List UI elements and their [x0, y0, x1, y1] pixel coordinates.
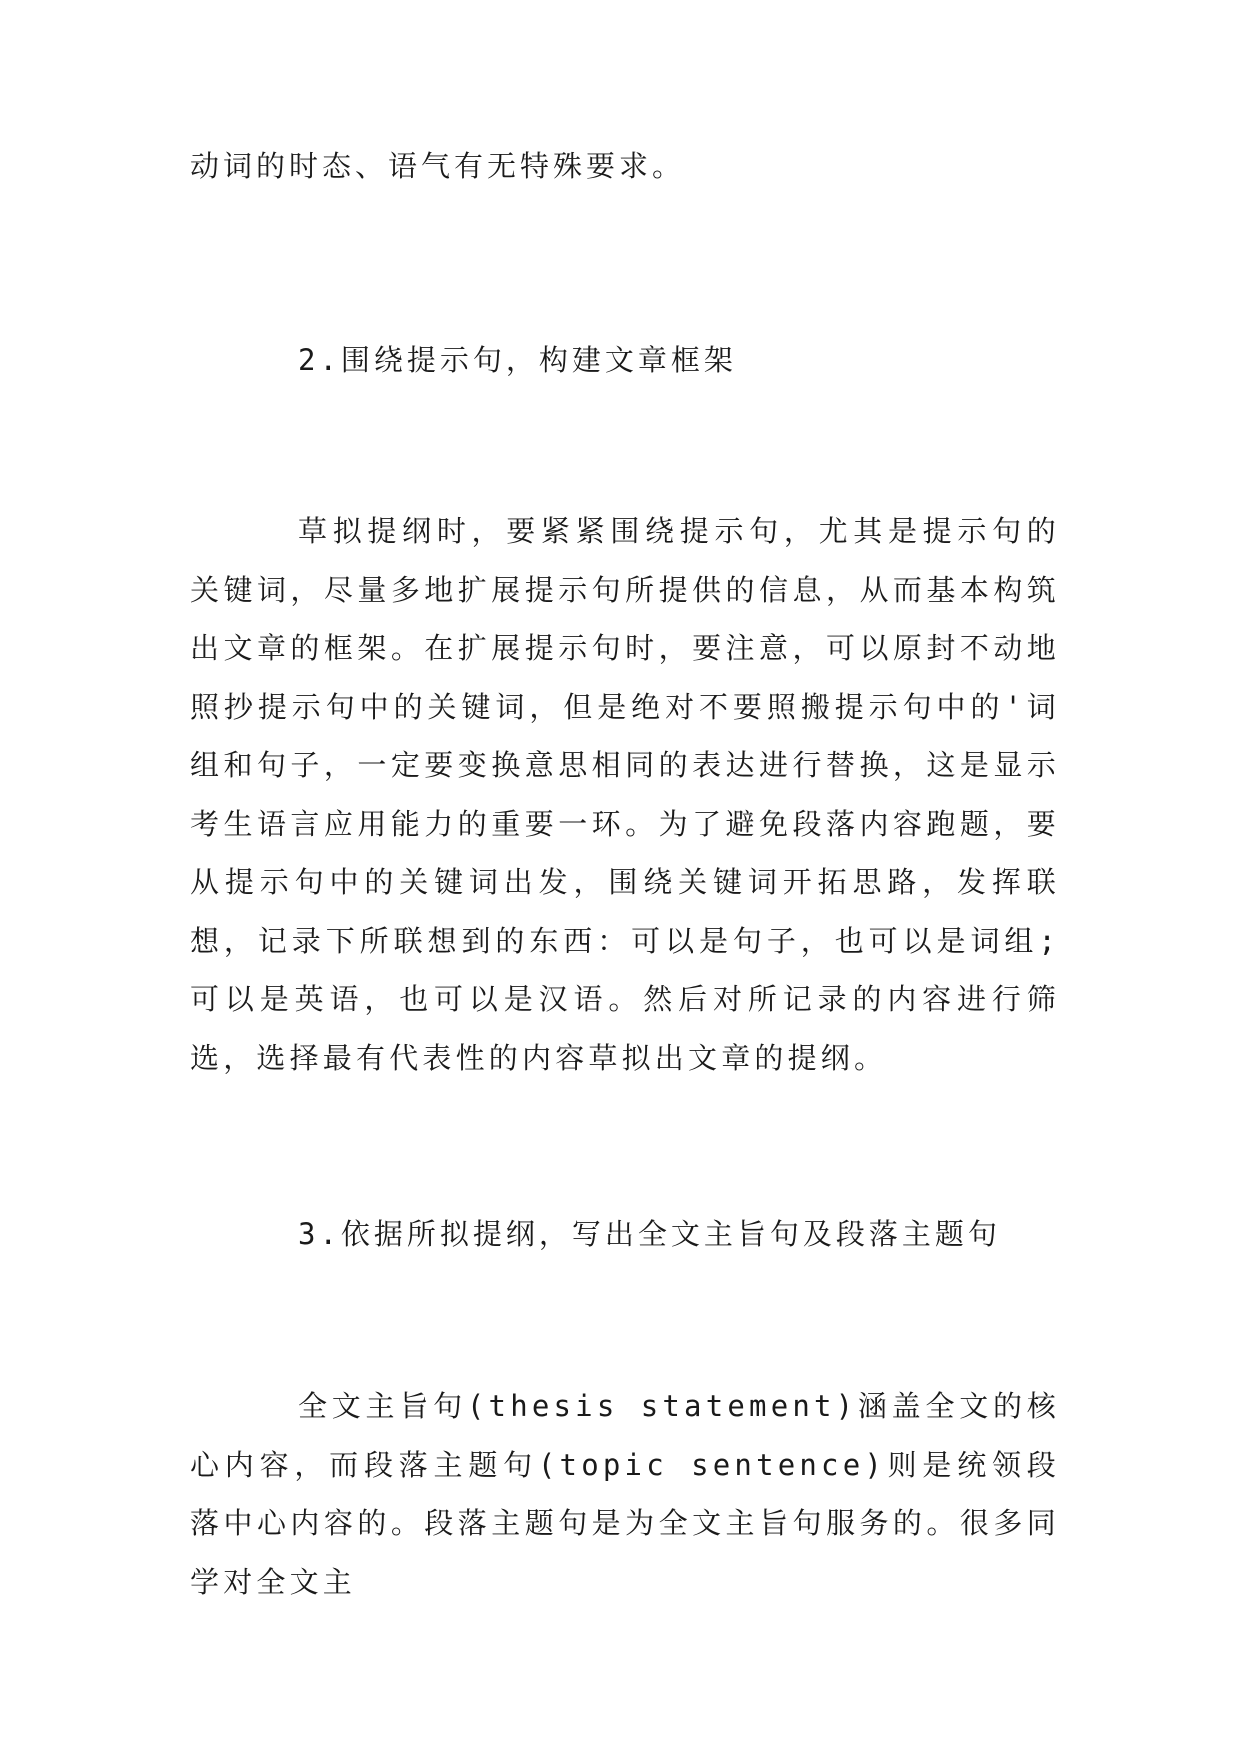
- section-2-heading: 2.围绕提示句，构建文章框架: [298, 343, 737, 377]
- section-2-paragraph: 草拟提纲时，要紧紧围绕提示句，尤其是提示句的关键词，尽量多地扩展提示句所提供的信息，从而基本构筑出文章的框架。在扩展提示句时，要注意，可以原封不动地照抄提示句中的关键词，但是绝对不要照搬提示句中的'词组和句子，一定要变换意思相同的表达进行替换，这是显示考生语言应用能力的重要一环。为了避免段落内容跑题，要从提示句中的关键词出发，围绕关键词开拓思路，发挥联想，记录下所联想到的东西：可以是句子，也可以是词组;可以是英语，也可以是汉语。然后对所记录的内容进行筛选，选择最有代表性的内容草拟出文章的提纲。: [190, 514, 1060, 1075]
- section-3-paragraph: 全文主旨句(thesis statement)涵盖全文的核心内容，而段落主题句(topic sentence)则是统领段落中心内容的。段落主题句是为全文主旨句服务的。很多同学对全文主: [190, 1389, 1060, 1599]
- lead-text-line: 动词的时态、语气有无特殊要求。: [190, 149, 686, 183]
- section-3-heading: 3.依据所拟提纲，写出全文主旨句及段落主题句: [298, 1217, 1001, 1251]
